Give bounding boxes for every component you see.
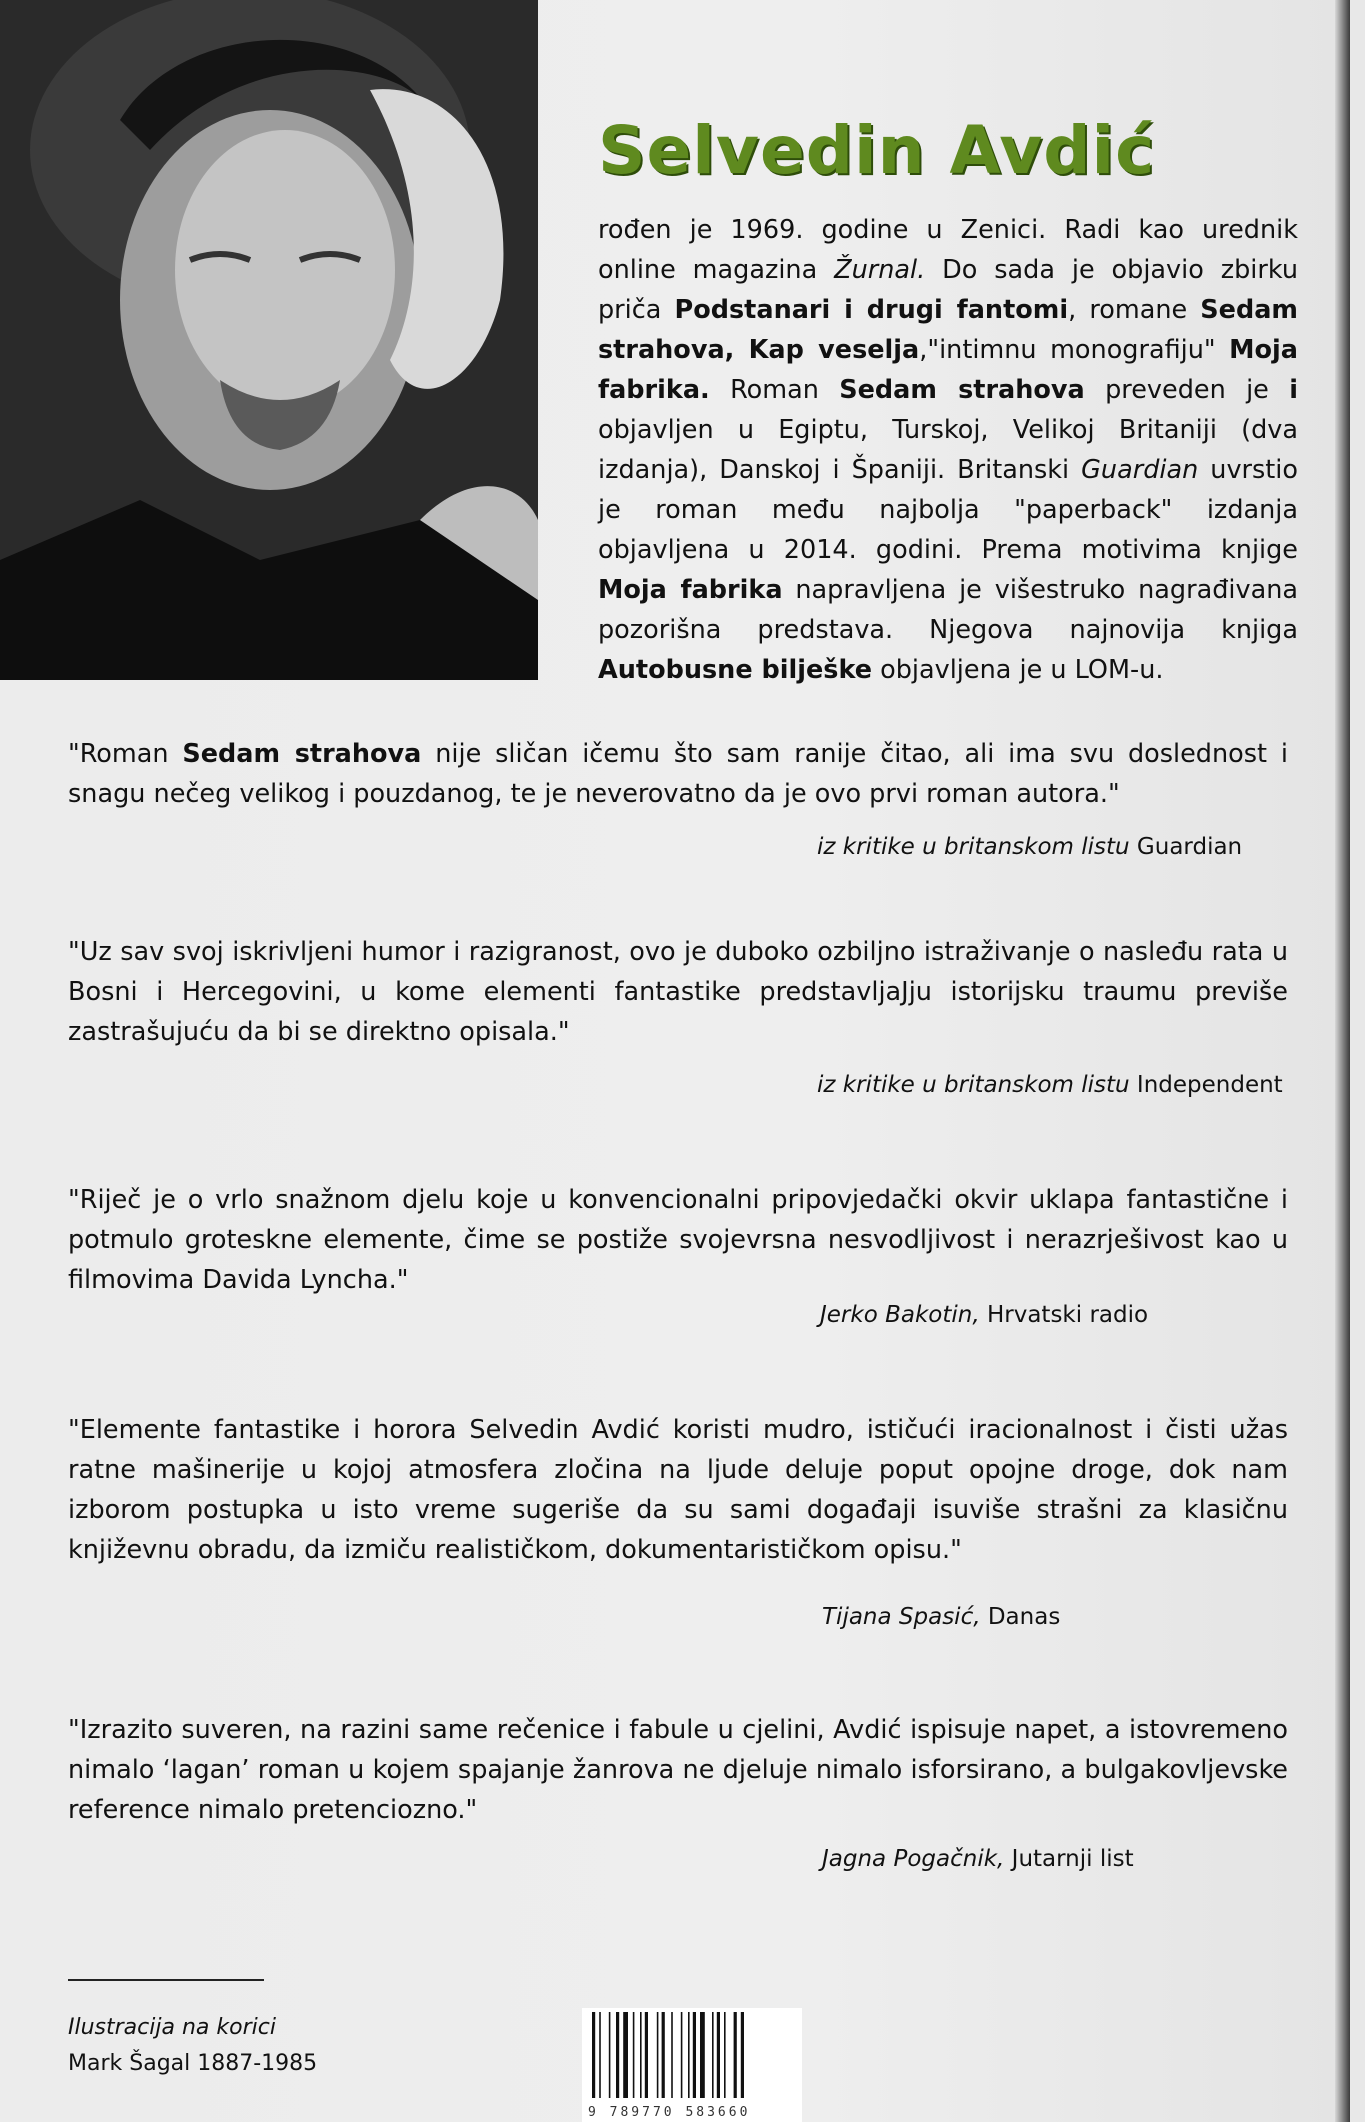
text-run: ,"intimnu monografiju" <box>919 335 1230 365</box>
text-run: "Uz sav svoj iskrivljeni humor i razigranost, ovo je duboko ozbiljno istraživanje o nasleđu rata u Bosni i Hercegovini, u kome elementi fantastike predstavljaJju istorijsku traumu previše zastrašujuću da bi se direktno opisala." <box>68 937 1288 1047</box>
barcode-bar <box>616 2012 619 2098</box>
cover-illustration-credit <box>68 2010 317 2082</box>
barcode-bar <box>700 2012 705 2098</box>
source-label: Tijana Spasić, <box>822 1604 981 1630</box>
bold-text: i <box>1289 375 1298 405</box>
source-label: Jagna Pogačnik, <box>822 1846 1005 1872</box>
text-run: "Izrazito suveren, na razini same rečenice i fabule u cjelini, Avdić ispisuje napet, a istovremeno nimalo ‘lagan’ roman u kojem spajanje žanrova ne djeluje nimalo isforsirano, a bulgakovljevske reference nimalo pretenciozno." <box>68 1715 1288 1825</box>
review-source-1 <box>817 832 1242 862</box>
quote-text <box>68 932 1288 1052</box>
quote-text <box>68 1710 1288 1830</box>
bold-text: Sedam strahova <box>839 375 1085 405</box>
text-run: Radi kao urednik online magazina <box>598 215 1298 285</box>
text-run: napravljena je višestruko nagrađivana pozorišna predstava. Njegova najnovija knjiga <box>598 575 1298 645</box>
barcode-bar <box>717 2012 720 2098</box>
text-run: Roman <box>709 375 840 405</box>
review-quote-3 <box>68 1180 1288 1300</box>
review-quote-4 <box>68 1410 1288 1570</box>
bold-text: Sedam strahova <box>182 739 422 769</box>
source-name: Guardian <box>1129 834 1243 860</box>
quote-text <box>68 1410 1288 1570</box>
barcode-bar <box>734 2012 737 2098</box>
review-source-3 <box>820 1300 1148 1330</box>
source-name: Jutarnji list <box>1004 1846 1134 1872</box>
bold-text: Podstanari i drugi fantomi <box>674 295 1069 325</box>
illustration-artist: Mark Šagal 1887-1985 <box>68 2051 318 2076</box>
review-source-2 <box>817 1070 1283 1100</box>
italic-text: Guardian <box>1081 455 1199 485</box>
barcode-bar <box>693 2012 696 2098</box>
text-run: Do sada je objavio zbirku priča <box>598 255 1299 325</box>
bold-text: Sedam strahova, Kap veselja <box>598 295 1298 365</box>
text-run: uvrstio je roman među najbolja "paperback" izdanja objavljena u 2014. godini. Prema motivima knjige <box>598 455 1298 565</box>
author-bio <box>598 210 1298 690</box>
barcode-bar <box>623 2012 628 2098</box>
review-source-5 <box>822 1844 1134 1874</box>
text-run: objavljena je u LOM-u. <box>872 655 1164 685</box>
barcode-bar <box>592 2012 595 2098</box>
source-name: Independent <box>1129 1072 1283 1098</box>
quote-text <box>68 1180 1288 1300</box>
bold-text: Moja fabrika <box>598 575 783 605</box>
illustration-label: Ilustracija na korici <box>68 2015 276 2040</box>
barcode-bar <box>712 2012 714 2098</box>
text-run: nije sličan ičemu što sam ranije čitao, ali ima svu doslednost i snagu nečeg velikog i pouzdanog, te je neverovatno da je ovo prvi roman autora." <box>68 739 1288 809</box>
source-name: Hrvatski radio <box>979 1302 1149 1328</box>
review-quote-2 <box>68 932 1288 1052</box>
barcode-bar <box>645 2012 648 2098</box>
source-label: iz kritike u britanskom listu <box>817 1072 1130 1098</box>
text-run: "Elemente fantastike i horora Selvedin Avdić koristi mudro, ističući iracionalnost i čisti užas ratne mašinerije u kojoj atmosfera zločina na ljude deluje poput opojne droge, dok nam izborom postupka u isto vreme sugeriše da su sami događaji isuviše strašni za klasičnu književnu obradu, da izmiču realističkom, dokumentarističkom opisu." <box>68 1415 1288 1565</box>
text-run: , romane <box>1068 295 1201 325</box>
barcode-bar <box>724 2012 726 2098</box>
bold-text: Autobusne bilješke <box>598 655 873 685</box>
text-run: "Roman <box>68 739 183 769</box>
review-quote-1 <box>68 734 1288 814</box>
barcode-digits: 9 789770 583660 <box>588 2105 751 2120</box>
footnote-rule <box>68 1979 264 1981</box>
barcode-bar <box>741 2012 744 2098</box>
barcode-bar <box>640 2012 642 2098</box>
barcode-bar <box>671 2012 673 2098</box>
bold-text: Moja fabrika. <box>598 335 1298 405</box>
author-name: Selvedin Avdić <box>598 112 1156 189</box>
barcode-bar <box>662 2012 665 2098</box>
bio-text <box>598 210 1298 690</box>
isbn-barcode <box>582 2008 802 2122</box>
review-source-4 <box>822 1602 1060 1632</box>
page-edge-shadow <box>1335 0 1350 2122</box>
author-photo <box>0 0 538 680</box>
text-run: objavljen u Egiptu, Turskoj, Velikoj Britaniji (dva izdanja), Danskoj i Španiji. Britanski <box>598 415 1298 485</box>
review-quote-5 <box>68 1710 1288 1830</box>
barcode-bar <box>609 2012 611 2098</box>
italic-text: Žurnal. <box>834 255 926 285</box>
barcode-bar <box>688 2012 690 2098</box>
text-run: rođen je 1969. godine u Zenici. <box>598 215 1047 245</box>
barcode-bar <box>657 2012 659 2098</box>
text-run: preveden je <box>1084 375 1290 405</box>
text-run: "Riječ je o vrlo snažnom djelu koje u konvencionalni pripovjedački okvir uklapa fantastične i potmulo groteskne elemente, čime se postiže svojevrsna nesvodljivost i nerazrješivost kao u filmovima Davida Lyncha." <box>68 1185 1288 1295</box>
barcode-bar <box>633 2012 635 2098</box>
barcode-bar <box>599 2012 601 2098</box>
barcode-bar <box>681 2012 683 2098</box>
source-label: Jerko Bakotin, <box>820 1302 980 1328</box>
quote-text <box>68 734 1288 814</box>
source-label: iz kritike u britanskom listu <box>817 834 1130 860</box>
source-name: Danas <box>980 1604 1061 1630</box>
